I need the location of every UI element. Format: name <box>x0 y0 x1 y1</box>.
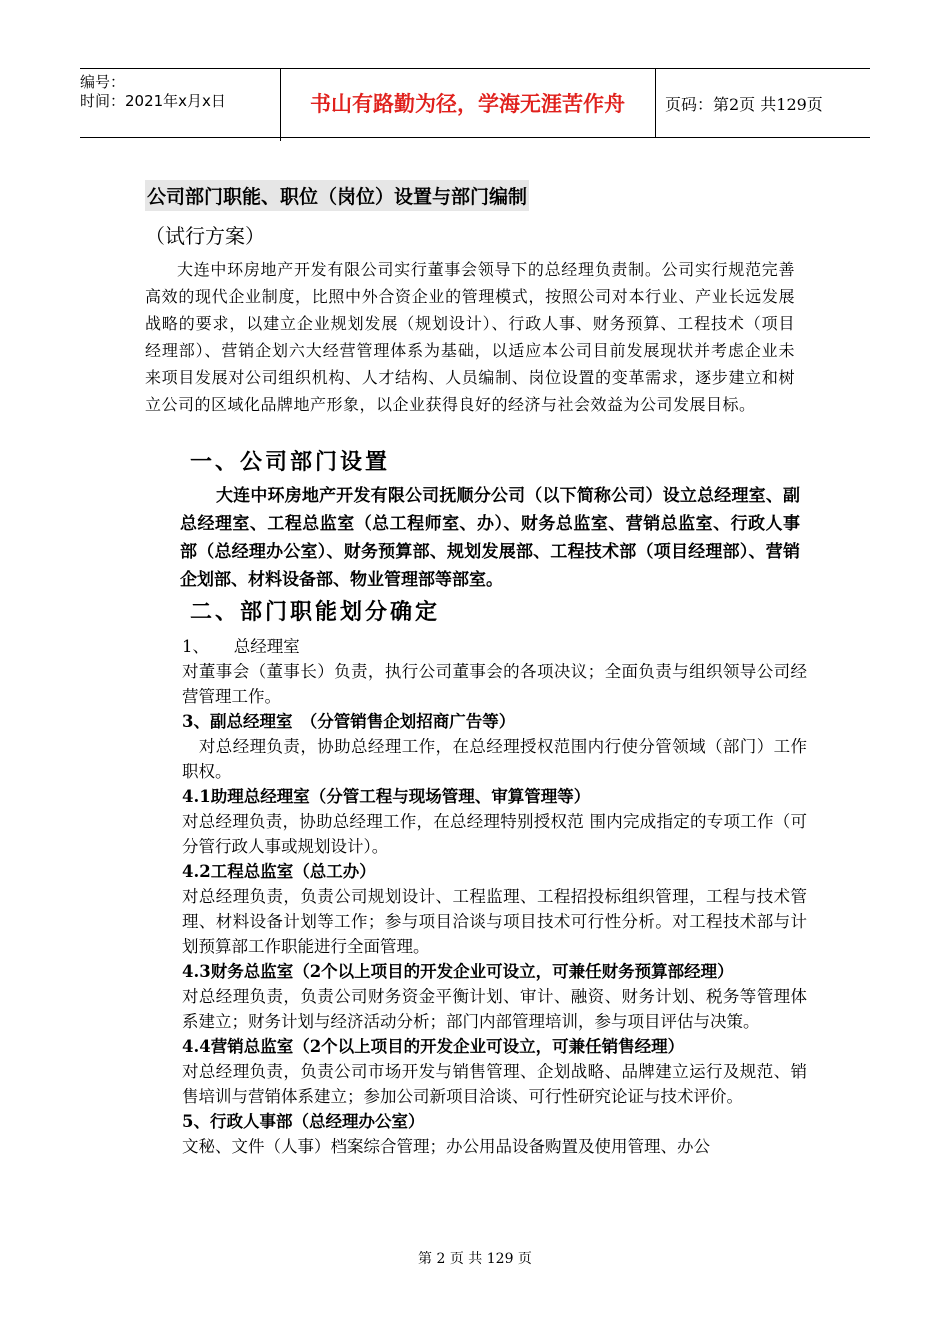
section-item <box>182 709 807 784</box>
section-heading: 4.4营销总监室（2个以上项目的开发企业可设立，可兼任销售经理） <box>182 1037 685 1056</box>
intro-paragraph: 大连中环房地产开发有限公司实行董事会领导下的总经理负责制。公司实行规范完善高效的现代企业制度，比照中外合资企业的管理模式，按照公司对本行业、产业长远发展战略的要求，以建立企业规划发展（规划设计）、行政人事、财务预算、工程技术（项目经理部）、营销企划六大经营管理体系为基础，以适应本公司目前发展现状并考虑企业未来项目发展对公司组织机构、人才结构、人员编制、岗位设置的变革需求，逐步建立和树立公司的区域化品牌地产形象，以企业获得良好的经济与社会效益为公司发展目标。 <box>145 260 795 414</box>
document-subtitle: （试行方案） <box>145 224 265 248</box>
section-item <box>182 784 807 859</box>
number-label: 编号： <box>80 73 126 91</box>
heading-dept-setup: 一、公司部门设置 <box>190 450 391 475</box>
section-body: 对总经理负责，协助总经理工作，在总经理授权范围内行使分管领域（部门）工作职权。 <box>182 737 807 781</box>
time-label: 时间：2021年x月x日 <box>80 92 226 110</box>
document-title: 公司部门职能、职位（岗位）设置与部门编制 <box>145 180 529 211</box>
dept-setup-paragraph: 大连中环房地产开发有限公司抚顺分公司（以下简称公司）设立总经理室、副总经理室、工程总监室（总工程师室、办）、财务总监室、营销总监室、行政人事部（总经理办公室）、财务预算部、规划发展部、工程技术部（项目经理部）、营销企划部、材料设备部、物业管理部等部室。 <box>180 486 800 590</box>
function-sections <box>182 634 807 1159</box>
section-item <box>182 1034 807 1109</box>
section-item <box>182 859 807 959</box>
section-body: 对董事会（董事长）负责，执行公司董事会的各项决议；全面负责与组织领导公司经营管理工作。 <box>182 662 807 706</box>
section-heading: 4.1助理总经理室（分管工程与现场管理、审算管理等） <box>182 787 591 806</box>
page-footer: 第 2 页 共 129 页 <box>418 1251 532 1267</box>
section-body: 文秘、文件（人事）档案综合管理；办公用品设备购置及使用管理、办公 <box>182 1137 710 1156</box>
section-heading: 1、 总经理室 <box>182 637 300 656</box>
section-body: 对总经理负责，负责公司规划设计、工程监理、工程招投标组织管理，工程与技术管理、材料设备计划等工作；参与项目洽谈与项目技术可行性分析。对工程技术部与计划预算部工作职能进行全面管理。 <box>182 887 807 956</box>
heading-dept-functions: 二、部门职能划分确定 <box>190 600 441 625</box>
header-meta <box>80 69 281 141</box>
section-heading: 3、副总经理室 （分管销售企划招商广告等） <box>182 712 516 731</box>
section-item <box>182 634 807 709</box>
section-body: 对总经理负责，负责公司市场开发与销售管理、企划战略、品牌建立运行及规范、销售培训与营销体系建立；参加公司新项目洽谈、可行性研究论证与技术评价。 <box>182 1062 807 1106</box>
header-motto: 书山有路勤为径，学海无涯苦作舟 <box>280 69 656 137</box>
header-page-info: 页码：第2页 共129页 <box>665 94 823 114</box>
section-body: 对总经理负责，负责公司财务资金平衡计划、审计、融资、财务计划、税务等管理体系建立；财务计划与经济活动分析；部门内部管理培训，参与项目评估与决策。 <box>182 987 807 1031</box>
section-heading: 4.2工程总监室（总工办） <box>182 862 376 881</box>
page-header <box>80 68 870 138</box>
section-heading: 4.3财务总监室（2个以上项目的开发企业可设立，可兼任财务预算部经理） <box>182 962 734 981</box>
section-body: 对总经理负责，协助总经理工作，在总经理特别授权范 围内完成指定的专项工作（可分管行政人事或规划设计）。 <box>182 812 807 856</box>
section-heading: 5、行政人事部（总经理办公室） <box>182 1112 425 1131</box>
section-item <box>182 1109 807 1159</box>
section-item <box>182 959 807 1034</box>
